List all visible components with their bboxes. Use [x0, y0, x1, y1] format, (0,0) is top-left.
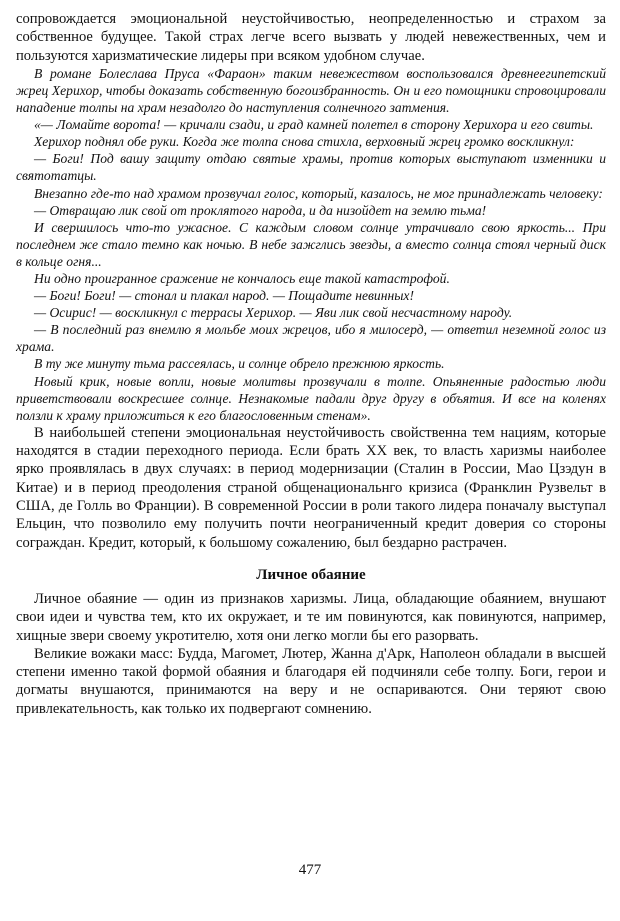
book-page: [16, 10, 606, 718]
page-number: 477: [298, 862, 322, 878]
quote-line: — Осирис! — воскликнул с террасы Херихор. — Яви лик свой несчастному народу.: [34, 305, 513, 321]
novel-excerpt: [16, 65, 606, 424]
body-paragraph: Личное обаяние — один из признаков харизмы. Лица, обладающие обаянием, внушают свои идеи и чувства тем, кто их окружает, и те им повинуются, как повинуются, например, хищные звери своему укротителю, хотя они легко могли бы его разорвать.: [16, 590, 606, 644]
quote-line: В романе Болеслава Пруса «Фараон» таким невежеством воспользовался древнеегипетский жрец Херихор, чтобы доказать собственную богоизбранность. Он и его помощники спровоцировали нападение толпы на храм незадолго до наступления солнечного затмения.: [16, 65, 606, 116]
quote-line: «— Ломайте ворота! — кричали сзади, и град камней полетел в сторону Херихора и его свиты.: [34, 117, 594, 133]
quote-line: В ту же минуту тьма рассеялась, и солнце обрело прежнюю яркость.: [34, 356, 445, 372]
quote-line: Внезапно где-то над храмом прозвучал голос, который, казалось, не мог принадлежать человеку:: [34, 185, 603, 201]
quote-line: — Боги! Боги! — стонал и плакал народ. — Пощадите невинных!: [34, 288, 414, 304]
quote-line: — Боги! Под вашу защиту отдаю святые храмы, против которых выступают изменники и святотатцы.: [16, 151, 606, 184]
intro-paragraph: сопровождается эмоциональной неустойчивостью, неопределенностью и страхом за собственное будущее. Такой страх легче всего вызвать у людей невежественных, чем и пользуются харизматические лидеры при всяком удобном случае.: [16, 11, 606, 64]
body-paragraph: Великие вожаки масс: Будда, Магомет, Лютер, Жанна д'Арк, Наполеон обладали в высшей степени именно такой формой обаяния и благодаря ей подчиняли себе толпу. Боги, герои и догматы внушаются, принимаются на веру и не оспариваются. Они теряют свою привлекательность, как только их подвергают сомнению.: [16, 645, 606, 717]
quote-line: — Отвращаю лик свой от проклятого народа, и да низойдет на землю тьма!: [34, 202, 487, 218]
quote-line: Ни одно проигранное сражение не кончалось еще такой катастрофой.: [34, 271, 450, 287]
quote-line: Новый крик, новые вопли, новые молитвы прозвучали в толпе. Опьяненные радостью люди приветствовали воскресшее солнце. Незнакомые падали друг другу в объятия. И все на коленях ползли к храму приложиться к его благословенным стенам».: [16, 373, 606, 423]
body-paragraph: В наибольшей степени эмоциональная неустойчивость свойственна тем нациям, которые находятся в стадии переходного периода. Если брать XX век, то власть харизмы наиболее ярко проявлялась в двух случаях: в период модернизации (Сталин в России, Мао Цзэдун в Китае) и в период преодоления страной общенациональнго кризиса (Франклин Рузвельт в США, де Голль во Франции). В современной России в роли такого лидера поначалу выступал Ельцин, что позволило ему получить почти неограниченный кредит доверия со стороны сограждан. Кредит, который, к большому сожалению, был бездарно растрачен.: [16, 424, 606, 551]
quote-line: И свершилось что-то ужасное. С каждым словом солнце утрачивало свою яркость... При последнем же стало темно как ночью. В небе зажглись звезды, а вместо солнца стоял черный диск в кольце огня...: [16, 219, 606, 269]
quote-line: Херихор поднял обе руки. Когда же толпа снова стихла, верховный жрец громко воскликнул:: [34, 134, 575, 150]
section-heading: Личное обаяние: [256, 566, 366, 583]
quote-line: — В последний раз внемлю я мольбе моих жрецов, ибо я милосерд, — ответил неземной голос из храма.: [16, 322, 606, 355]
